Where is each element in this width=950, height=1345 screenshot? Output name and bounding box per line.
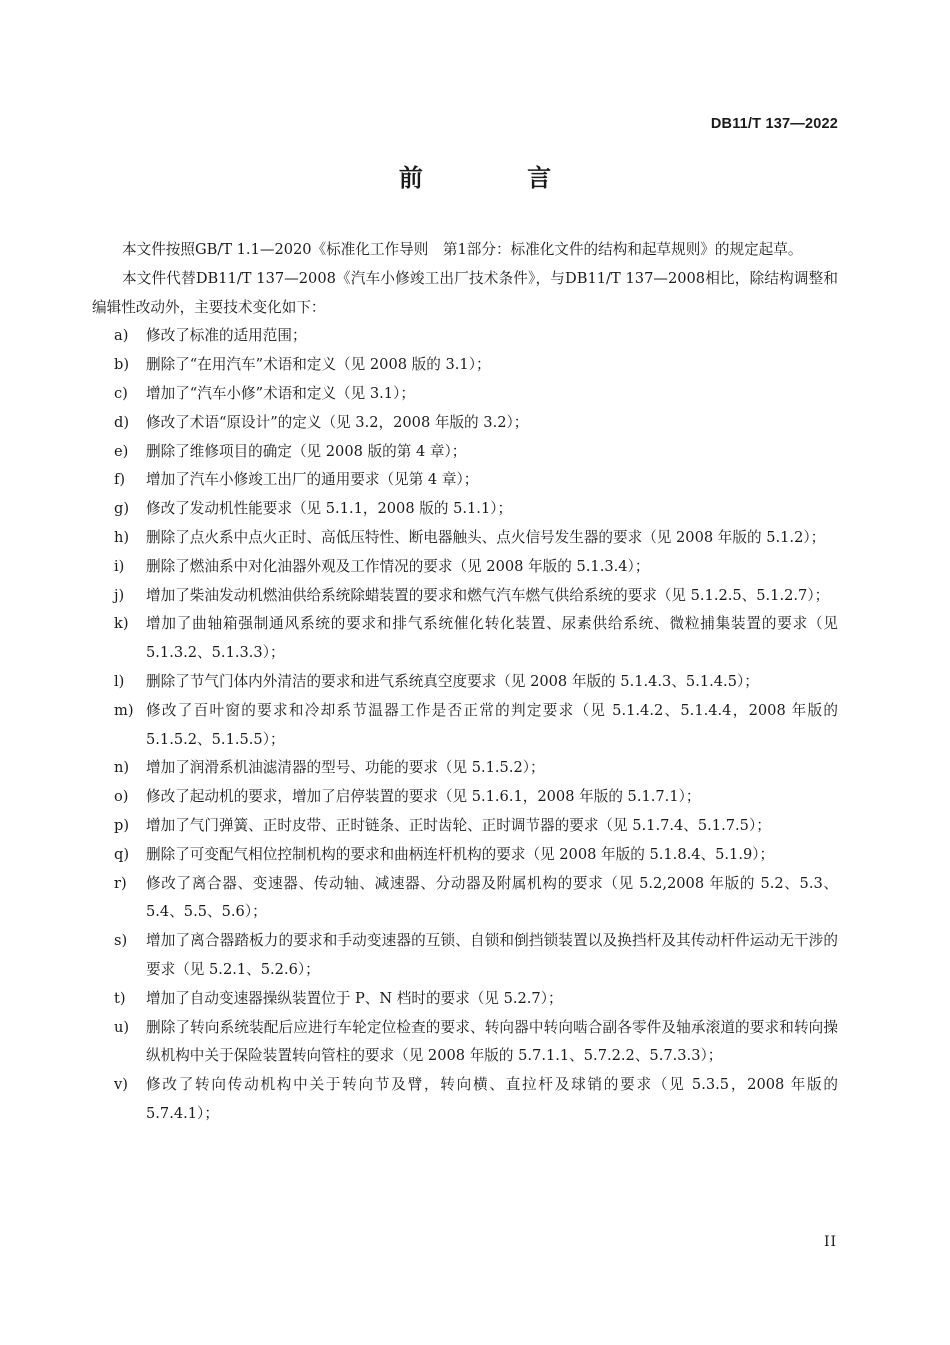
list-item <box>92 351 838 380</box>
list-item-marker: e) <box>114 442 129 460</box>
list-item-text: 删除了节气门体内外清洁的要求和进气系统真空度要求（见 2008 年版的 5.1.4.3、5.1.4.5）； <box>146 672 759 690</box>
list-item-marker: u) <box>114 1018 130 1036</box>
list-item <box>92 1071 838 1129</box>
list-item-text: 删除了可变配气相位控制机构的要求和曲柄连杆机构的要求（见 2008 年版的 5.1.8.4、5.1.9）； <box>146 845 775 863</box>
list-item-text: 修改了百叶窗的要求和冷却系节温器工作是否正常的判定要求（见 5.1.4.2、5.1.4.4，2008 年版的 5.1.5.2、5.1.5.5）； <box>146 701 838 748</box>
list-item-text: 增加了“汽车小修”术语和定义（见 3.1）； <box>146 384 415 402</box>
list-item <box>92 466 838 495</box>
list-item-text: 删除了转向系统装配后应进行车轮定位检查的要求、转向器中转向啮合副各零件及轴承滚道的要求和转向操纵机构中关于保险装置转向管柱的要求（见 2008 年版的 5.7.1.1、5.7.2.2、5.7.3.3）； <box>146 1018 838 1065</box>
list-item-text: 修改了起动机的要求，增加了启停装置的要求（见 5.1.6.1，2008 年版的 5.1.7.1）； <box>146 788 701 806</box>
list-item <box>92 322 838 351</box>
list-item-marker: g) <box>114 500 130 518</box>
list-item-marker: c) <box>114 384 128 402</box>
list-item <box>92 409 838 438</box>
list-item-marker: s) <box>114 932 128 950</box>
list-item <box>92 380 838 409</box>
list-item <box>92 927 838 985</box>
list-item-text: 增加了离合器踏板力的要求和手动变速器的互锁、自锁和倒挡锁装置以及换挡杆及其传动杆件运动无干涉的要求（见 5.2.1、5.2.6）； <box>146 932 838 978</box>
list-item-marker: m) <box>114 701 134 719</box>
list-item-text: 增加了曲轴箱强制通风系统的要求和排气系统催化转化装置、尿素供给系统、微粒捕集装置的要求（见 5.1.3.2、5.1.3.3）； <box>146 615 838 662</box>
list-item <box>92 783 838 812</box>
intro-paragraph-drafting-basis: 本文件按照GB/T 1.1—2020《标准化工作导则 第1部分：标准化文件的结构和起草规则》的规定起草。 <box>122 241 803 258</box>
list-item <box>92 754 838 783</box>
list-item-text: 修改了离合器、变速器、传动轴、减速器、分动器及附属机构的要求（见 5.2,2008 年版的 5.2、5.3、5.4、5.5、5.6）； <box>146 874 838 921</box>
list-item-text: 增加了气门弹簧、正时皮带、正时链条、正时齿轮、正时调节器的要求（见 5.1.7.4、5.1.7.5）； <box>146 816 771 834</box>
intro-paragraph-replacement: 本文件代替DB11/T 137—2008《汽车小修竣工出厂技术条件》，与DB11/T 137—2008相比，除结构调整和编辑性改动外，主要技术变化如下： <box>92 269 838 316</box>
technical-changes-list <box>92 322 838 1128</box>
list-item-text: 修改了标准的适用范围； <box>146 327 307 345</box>
list-item-marker: l) <box>114 672 125 690</box>
list-item-marker: i) <box>114 557 125 575</box>
list-item-text: 增加了润滑系机油滤清器的型号、功能的要求（见 5.1.5.2）； <box>146 759 545 777</box>
list-item-marker: o) <box>114 788 129 806</box>
list-item <box>92 438 838 467</box>
list-item-text: 删除了点火系中点火正时、高低压特性、断电器触头、点火信号发生器的要求（见 2008 年版的 5.1.2）； <box>146 528 826 546</box>
list-item-marker: a) <box>114 327 129 345</box>
list-item-marker: q) <box>114 845 130 863</box>
list-item-text: 删除了燃油系中对化油器外观及工作情况的要求（见 2008 年版的 5.1.3.4）； <box>146 557 650 575</box>
list-item <box>92 524 838 553</box>
list-item <box>92 697 838 755</box>
list-item-text: 删除了维修项目的确定（见 2008 版的第 4 章）； <box>146 442 467 460</box>
list-item <box>92 841 838 870</box>
list-item-marker: r) <box>114 874 127 892</box>
list-item-text: 修改了发动机性能要求（见 5.1.1，2008 版的 5.1.1）； <box>146 500 513 518</box>
list-item-text: 增加了自动变速器操纵装置位于 P、N 档时的要求（见 5.2.7）； <box>146 989 563 1007</box>
list-item <box>92 610 838 668</box>
document-code: DB11/T 137—2022 <box>710 116 838 132</box>
list-item <box>92 1014 838 1072</box>
list-item-text: 增加了汽车小修竣工出厂的通用要求（见第 4 章）； <box>146 471 479 489</box>
list-item-text: 删除了“在用汽车”术语和定义（见 2008 版的 3.1）； <box>146 356 491 374</box>
list-item <box>92 812 838 841</box>
list-item <box>92 495 838 524</box>
list-item-marker: k) <box>114 615 129 633</box>
list-item-marker: h) <box>114 528 130 546</box>
page-title: 前 言 <box>398 164 600 192</box>
list-item <box>92 668 838 697</box>
page-number: II <box>823 1234 837 1250</box>
list-item-marker: v) <box>114 1076 128 1094</box>
list-item <box>92 582 838 611</box>
list-item-marker: t) <box>114 989 126 1007</box>
list-item-marker: f) <box>114 471 126 489</box>
document-body <box>92 236 838 1129</box>
list-item-marker: n) <box>114 759 130 777</box>
list-item-marker: b) <box>114 356 130 374</box>
list-item <box>92 553 838 582</box>
list-item-text: 修改了术语“原设计”的定义（见 3.2，2008 年版的 3.2）； <box>146 413 529 431</box>
list-item-text: 增加了柴油发动机燃油供给系统除蜡装置的要求和燃气汽车燃气供给系统的要求（见 5.1.2.5、5.1.2.7）； <box>146 586 830 604</box>
list-item-marker: p) <box>114 816 130 834</box>
list-item <box>92 985 838 1014</box>
list-item <box>92 870 838 928</box>
list-item-text: 修改了转向传动机构中关于转向节及臂，转向横、直拉杆及球销的要求（见 5.3.5，2008 年版的 5.7.4.1）； <box>146 1076 838 1122</box>
list-item-marker: d) <box>114 413 130 431</box>
list-item-marker: j) <box>114 586 125 604</box>
